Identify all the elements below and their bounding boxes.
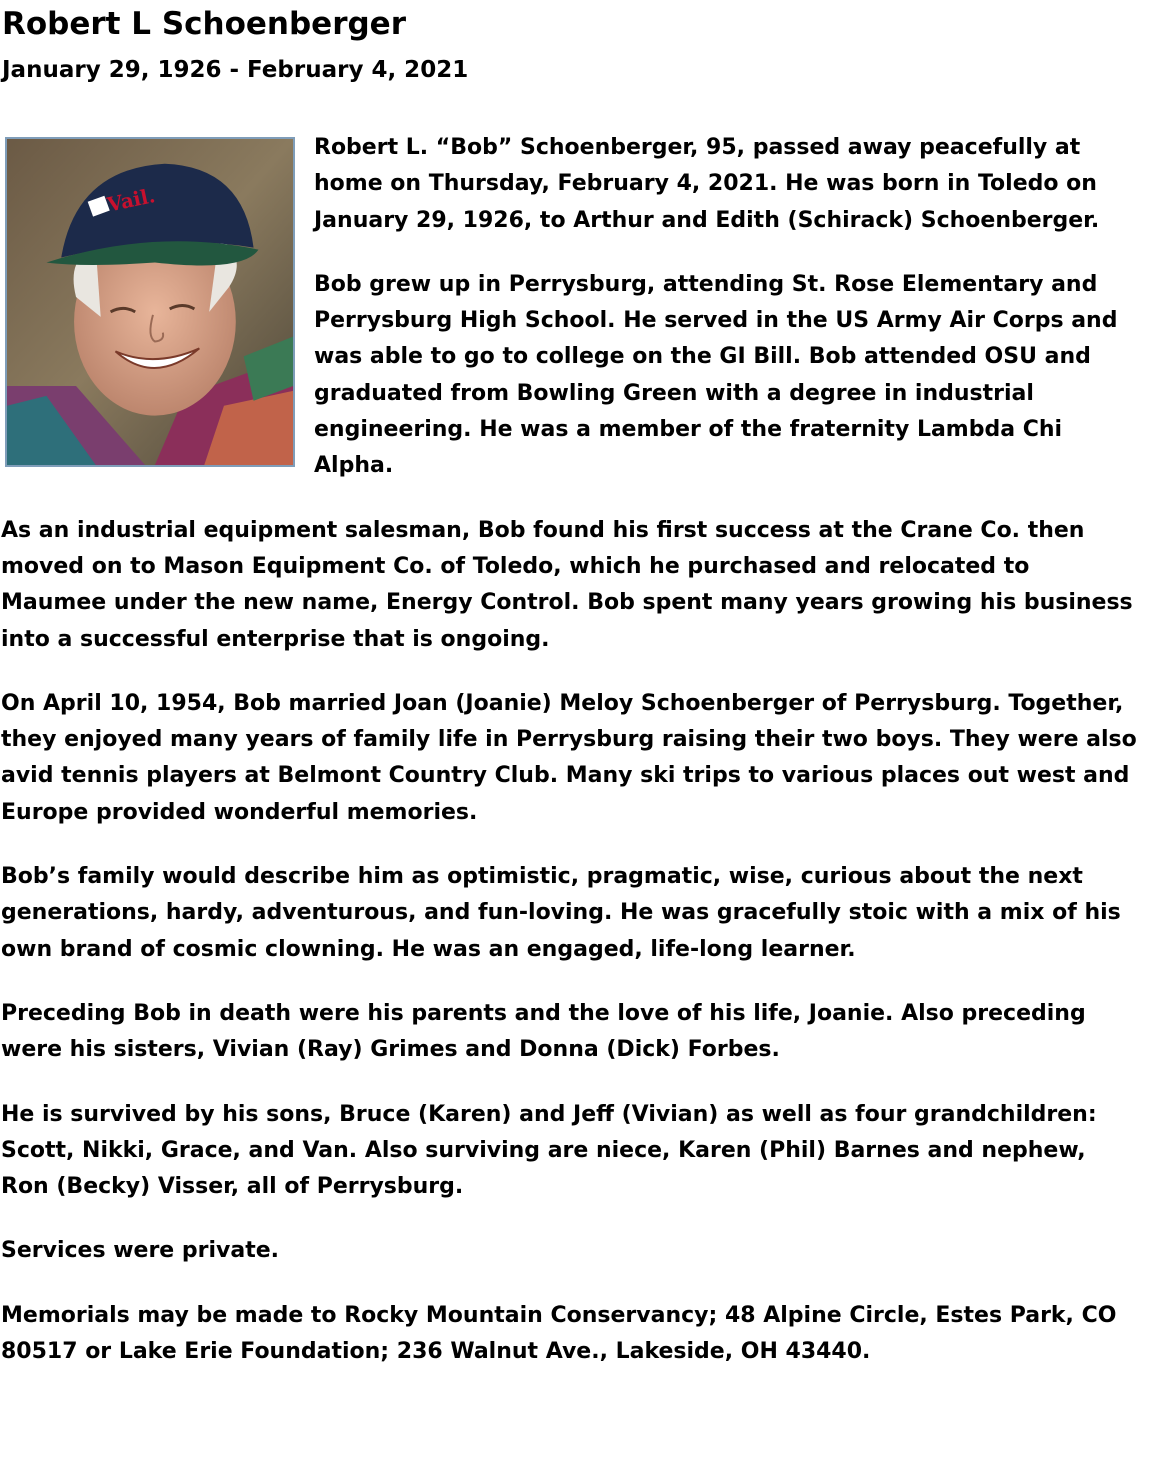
paragraph-survivors: He is survived by his sons, Bruce (Karen) and Jeff (Vivian) as well as four grandchildren: Scott, Nikki, Grace, and Van. Also surviving are niece, Karen (Phil) Barnes and nephew, Ron (Becky) Visser, all of Perrysburg. xyxy=(1,1101,1097,1200)
paragraph-marriage: On April 10, 1954, Bob married Joan (Joanie) Meloy Schoenberger of Perrysburg. Together, they enjoyed many years of family life in Perrysburg raising their two boys. They were also avid tennis players at Belmont Country Club. Many ski trips to various places out west and Europe provided wonderful memories. xyxy=(1,690,1137,825)
paragraph-education: Bob grew up in Perrysburg, attending St. Rose Elementary and Perrysburg High School. He served in the US Army Air Corps and was able to go to college on the GI Bill. Bob attended OSU and graduated from Bowling Green with a degree in industrial engineering. He was a member of the fraternity Lambda Chi Alpha. xyxy=(314,271,1118,479)
paragraph-birth: Robert L. “Bob” Schoenberger, 95, passed away peacefully at home on Thursday, February 4, 2021. He was born in Toledo on January 29, 1926, to Arthur and Edith (Schirack) Schoenberger. xyxy=(314,135,1100,233)
portrait-photo xyxy=(5,137,295,467)
obituary-name: Robert L Schoenberger xyxy=(2,6,406,42)
paragraph-character: Bob’s family would describe him as optimistic, pragmatic, wise, curious about the next generations, hardy, adventurous, and fun-loving. He was gracefully stoic with a mix of his own brand of cosmic clowning. He was an engaged, life-long learner. xyxy=(1,864,1121,962)
obituary-body xyxy=(1,130,1137,1398)
cap-logo-text: Vail. xyxy=(105,183,158,217)
paragraph-career: As an industrial equipment salesman, Bob found his first success at the Crane Co. then moved on to Mason Equipment Co. of Toledo, which he purchased and relocated to Maumee under the new name, Energy Control. Bob spent many years growing his business into a successful enterprise that is ongoing. xyxy=(1,517,1133,652)
paragraph-preceded: Preceding Bob in death were his parents and the love of his life, Joanie. Also preceding were his sisters, Vivian (Ray) Grimes and Donna (Dick) Forbes. xyxy=(1,1000,1086,1063)
obituary-dates: January 29, 1926 - February 4, 2021 xyxy=(2,57,469,83)
paragraph-memorials: Memorials may be made to Rocky Mountain Conservancy; 48 Alpine Circle, Estes Park, CO 80517 or Lake Erie Foundation; 236 Walnut Ave., Lakeside, OH 43440. xyxy=(1,1302,1117,1365)
paragraph-services: Services were private. xyxy=(1,1238,280,1264)
